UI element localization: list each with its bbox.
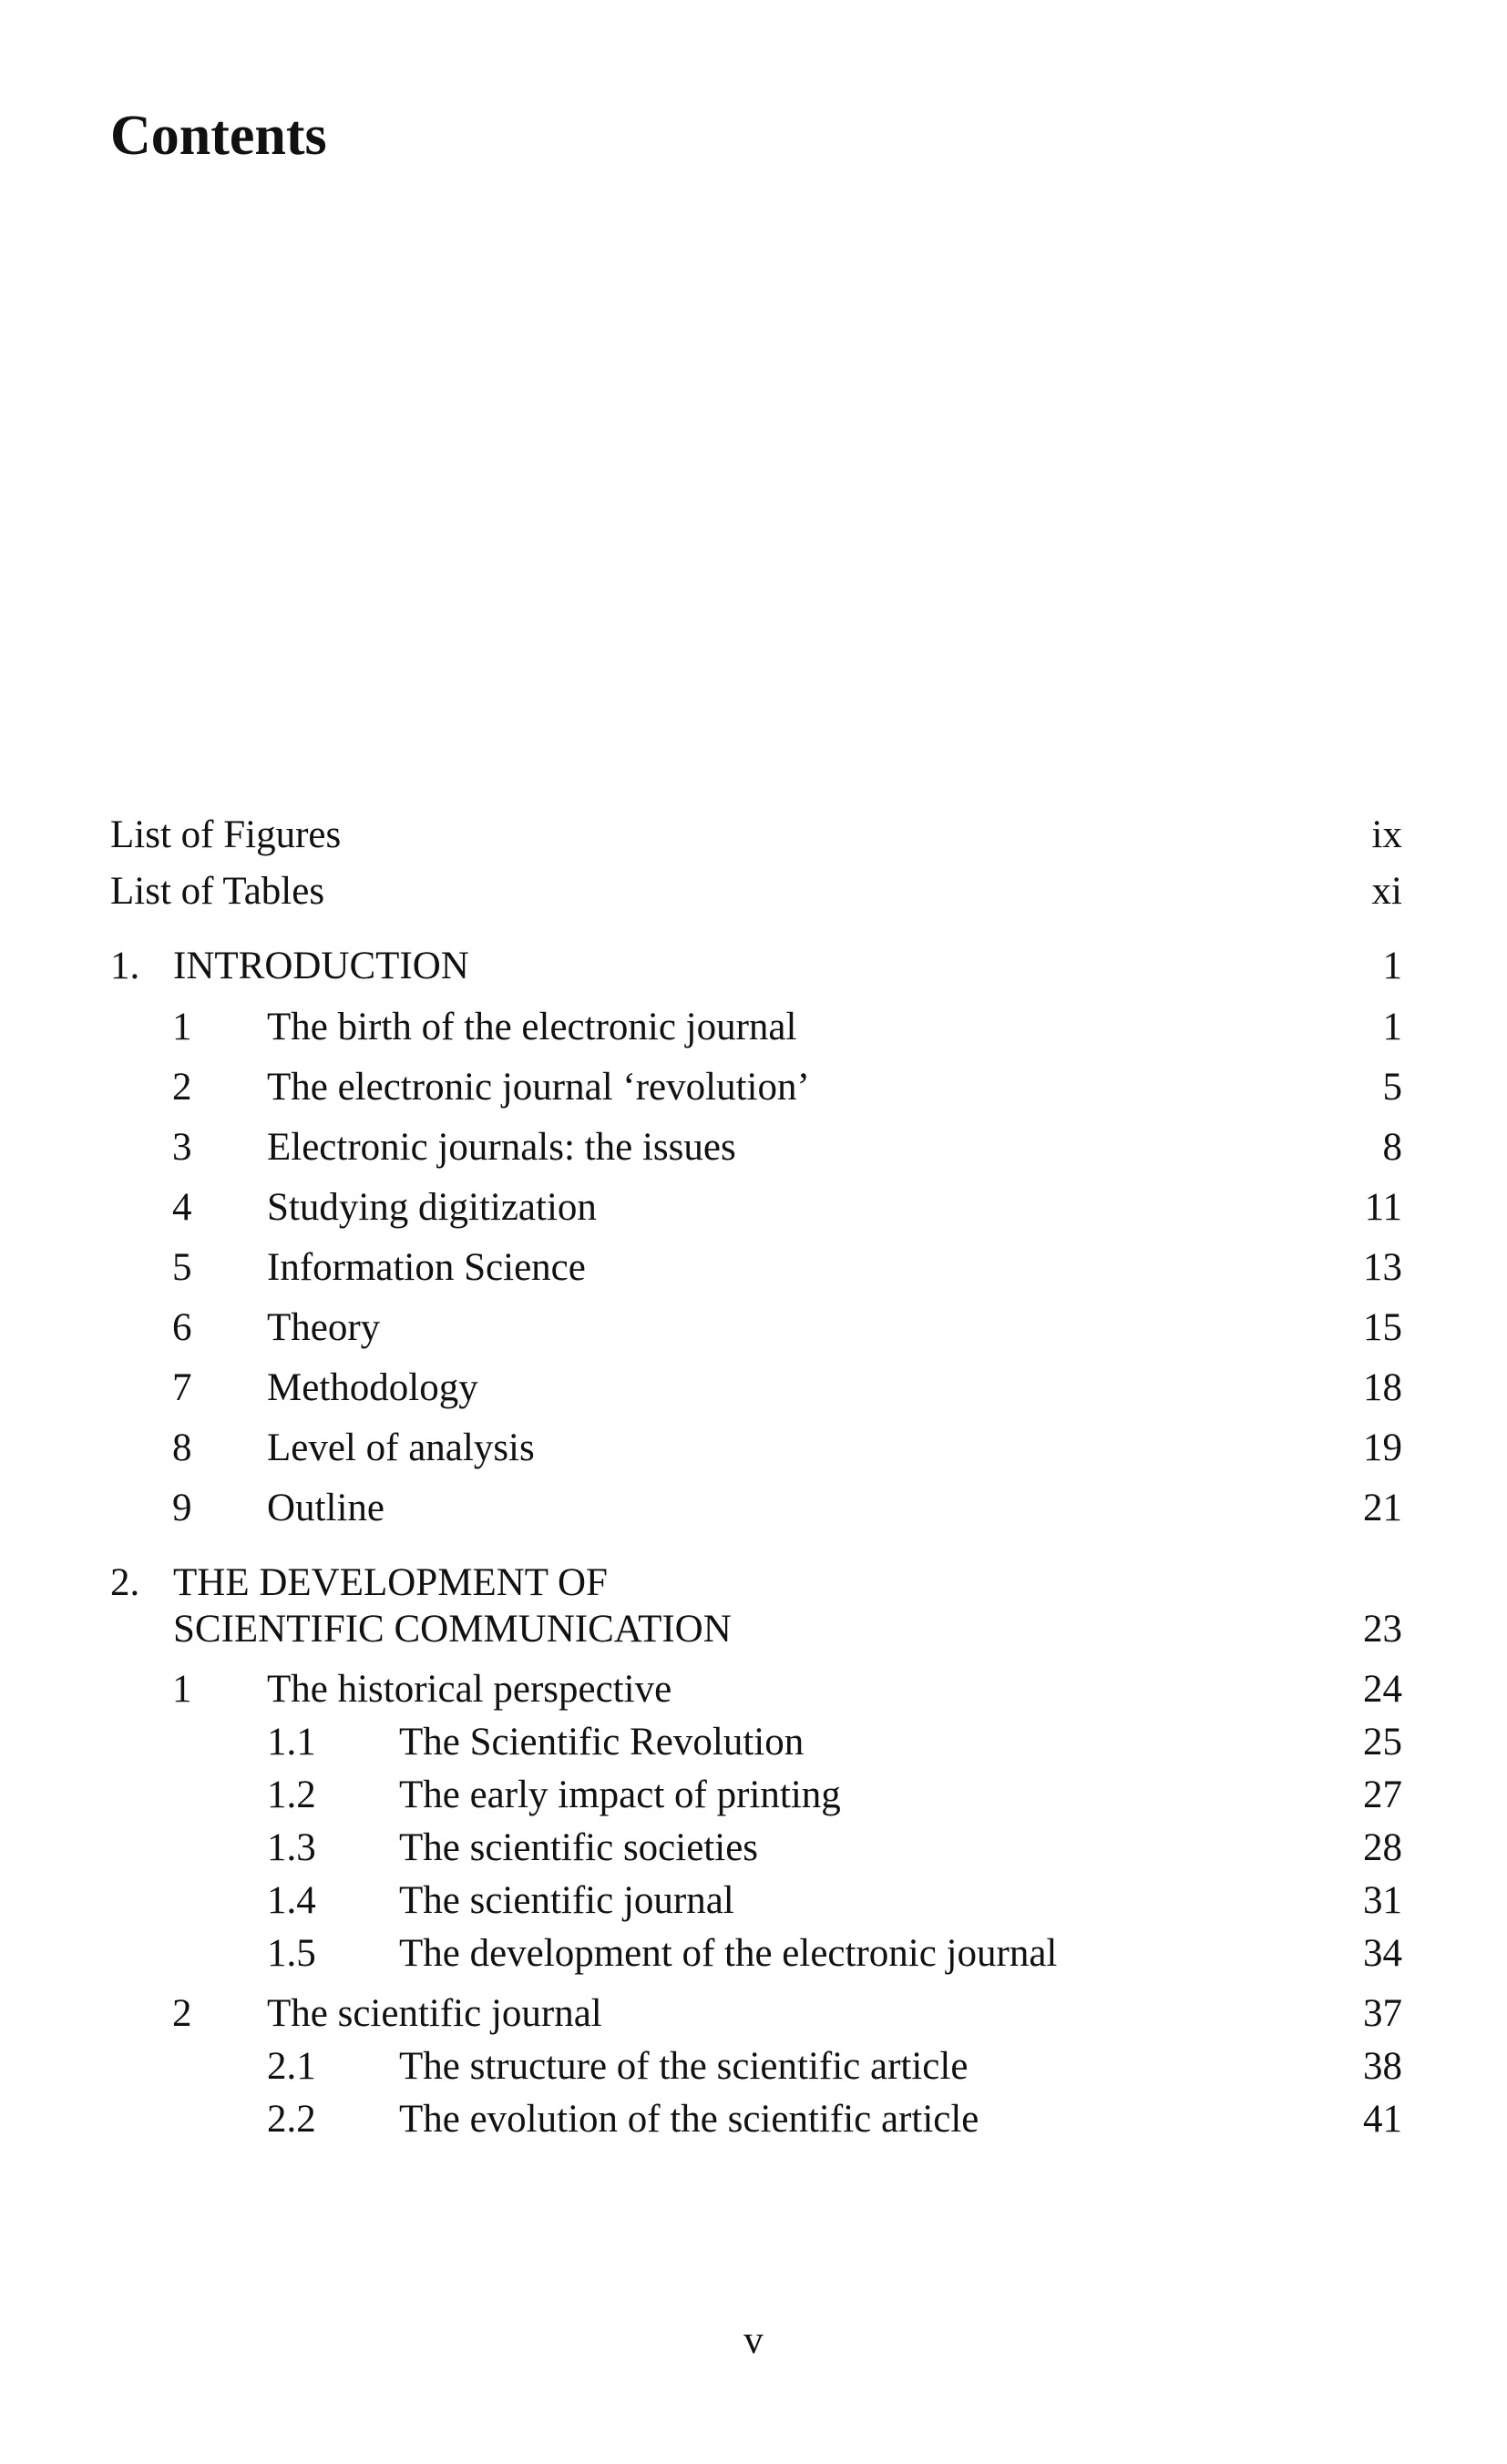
- toc-entry-title: List of Tables: [110, 870, 325, 913]
- toc-entry-page: 41: [1363, 2098, 1402, 2141]
- toc-entry-page: 21: [1363, 1487, 1402, 1529]
- toc-entry-page: 11: [1364, 1186, 1402, 1229]
- chapter-number: 2.: [110, 1561, 140, 1604]
- toc-entry-page: 25: [1363, 1721, 1402, 1764]
- section-title: The birth of the electronic journal: [267, 1006, 797, 1048]
- toc-entry-page: 34: [1363, 1932, 1402, 1975]
- section-title: Electronic journals: the issues: [267, 1126, 736, 1169]
- toc-entry-page: 37: [1363, 1992, 1402, 2035]
- section-title: Information Science: [267, 1246, 586, 1289]
- section-title: Methodology: [267, 1366, 478, 1409]
- page-number: v: [743, 2319, 764, 2362]
- subsection-title: The scientific societies: [399, 1826, 759, 1869]
- section-number: 6: [172, 1306, 192, 1349]
- subsection-title: The Scientific Revolution: [399, 1721, 805, 1764]
- toc-entry-page: 15: [1363, 1306, 1402, 1349]
- section-number: 5: [172, 1246, 192, 1289]
- toc-entry-page: 27: [1363, 1774, 1402, 1816]
- toc-entry-page: 1: [1382, 1006, 1402, 1048]
- toc-entry-page: 5: [1382, 1066, 1402, 1109]
- section-number: 2: [172, 1066, 192, 1109]
- toc-entry-title: List of Figures: [110, 813, 342, 856]
- section-number: 4: [172, 1186, 192, 1229]
- section-title: The scientific journal: [267, 1992, 602, 2035]
- section-number: 8: [172, 1426, 192, 1469]
- chapter-title: INTRODUCTION: [173, 945, 469, 987]
- subsection-number: 1.1: [267, 1721, 316, 1764]
- toc-entry-page: 24: [1363, 1668, 1402, 1711]
- subsection-number: 1.3: [267, 1826, 316, 1869]
- section-title: Theory: [267, 1306, 381, 1349]
- section-number: 7: [172, 1366, 192, 1409]
- toc-entry-page: 1: [1382, 945, 1402, 987]
- subsection-title: The evolution of the scientific article: [399, 2098, 979, 2141]
- subsection-title: The structure of the scientific article: [399, 2045, 969, 2088]
- subsection-number: 1.4: [267, 1879, 316, 1922]
- subsection-title: The development of the electronic journal: [399, 1932, 1058, 1975]
- toc-entry-page: 28: [1363, 1826, 1402, 1869]
- section-title: Outline: [267, 1487, 384, 1529]
- section-number: 2: [172, 1992, 192, 2035]
- section-number: 1: [172, 1006, 192, 1048]
- chapter-number: 1.: [110, 945, 140, 987]
- section-title: The electronic journal ‘revolution’: [267, 1066, 810, 1109]
- toc-entry-page: 13: [1363, 1246, 1402, 1289]
- chapter-title-line-2: SCIENTIFIC COMMUNICATION: [173, 1608, 732, 1651]
- subsection-number: 1.2: [267, 1774, 316, 1816]
- section-title: Level of analysis: [267, 1426, 535, 1469]
- toc-entry-page: 38: [1363, 2045, 1402, 2088]
- section-number: 1: [172, 1668, 192, 1711]
- subsection-title: The scientific journal: [399, 1879, 734, 1922]
- section-title: The historical perspective: [267, 1668, 672, 1711]
- toc-entry-page: 19: [1363, 1426, 1402, 1469]
- toc-entry-page: 31: [1363, 1879, 1402, 1922]
- subsection-number: 2.2: [267, 2098, 316, 2141]
- section-number: 9: [172, 1487, 192, 1529]
- chapter-title-line-1: THE DEVELOPMENT OF: [173, 1561, 608, 1604]
- toc-entry-page: 18: [1363, 1366, 1402, 1409]
- subsection-title: The early impact of printing: [399, 1774, 841, 1816]
- page-title: Contents: [110, 105, 327, 167]
- section-title: Studying digitization: [267, 1186, 597, 1229]
- section-number: 3: [172, 1126, 192, 1169]
- toc-entry-page: ix: [1371, 813, 1402, 856]
- toc-entry-page: 23: [1363, 1608, 1402, 1651]
- subsection-number: 1.5: [267, 1932, 316, 1975]
- toc-entry-page: 8: [1382, 1126, 1402, 1169]
- subsection-number: 2.1: [267, 2045, 316, 2088]
- toc-entry-page: xi: [1371, 870, 1402, 913]
